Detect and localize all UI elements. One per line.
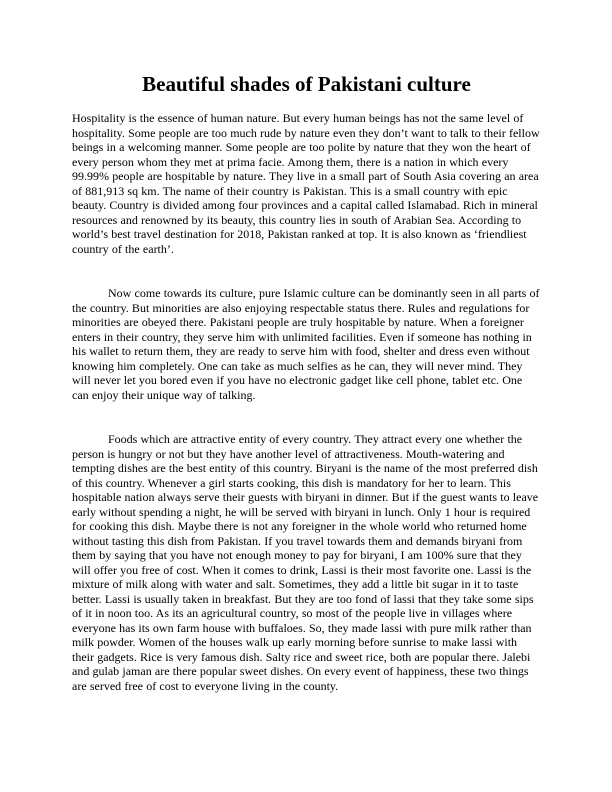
paragraph-intro: Hospitality is the essence of human nature. But every human beings has not the same level of hospitality. Some people are too much rude by nature even they don’t want to talk to their fellow beings in a welcoming manner. Some people are too polite by nature that they won the heart of every person whom they met at prima facie. Among them, there is a nation in which every 99.99% people are hospitable by nature. They live in a small part of South Asia covering an area of 881,913 sq km. The name of their country is Pakistan. This is a small country with epic beauty. Country is divided among four provinces and a capital called Islamabad. Rich in mineral resources and renowned by its beauty, this country lies in south of Arabian Sea. According to world’s best travel destination for 2018, Pakistan ranked at top. It is also known as ‘friendliest country of the earth’.	[72, 111, 540, 256]
paragraph-foods: Foods which are attractive entity of every country. They attract every one whether the person is hungry or not but they have another level of attractiveness. Mouth-watering and tempting dishes are the best entity of this country. Biryani is the name of the most preferred dish of this country. Whenever a girl starts cooking, this dish is mandatory for her to learn. This hospitable nation always serve their guests with biryani in dinner. But if the guest wants to leave early without spending a night, he will be served with biryani in lunch. Only 1 hour is required for cooking this dish. Maybe there is not any foreigner in the whole world who returned home without tasting this dish from Pakistan. If you travel towards them and demands biryani from them by saying that you have not enough money to pay for biryani, I am 100% sure that they will offer you free of cost. When it comes to drink, Lassi is their most favorite one. Lassi is the mixture of milk along with water and salt. Sometimes, they add a little bit sugar in it to taste better. Lassi is usually taken in breakfast. But they are too fond of lassi that they take some sips of it in noon too. As its an agricultural country, so most of the people live in villages where everyone has its own farm house with buffaloes. So, they made lassi with pure milk rather than milk powder. Women of the houses walk up early morning before sunrise to make lassi with their gadgets. Rice is very famous dish. Salty rice and sweet rice, both are popular there. Jalebi and gulab jaman are there popular sweet dishes. On every event of happiness, these two things are served free of cost to everyone living in the county.	[72, 432, 539, 693]
paragraph-culture: Now come towards its culture, pure Islamic culture can be dominantly seen in all parts of the country. But minorities are also enjoying respectable status there. Rules and regulations for minorities are obeyed there. Pakistani people are truly hospitable by nature. When a foreigner enters in their country, they serve him with unlimited facilities. Even if someone has nothing in his wallet to return them, they are ready to serve him with food, shelter and dress even without knowing him completely. One can take as much selfies as he can, they will never mind. They will never let you bored even if you have no electronic gadget like cell phone, tablet etc. One can enjoy their unique way of talking.	[72, 286, 540, 402]
document-title: Beautiful shades of Pakistani culture	[142, 72, 471, 96]
